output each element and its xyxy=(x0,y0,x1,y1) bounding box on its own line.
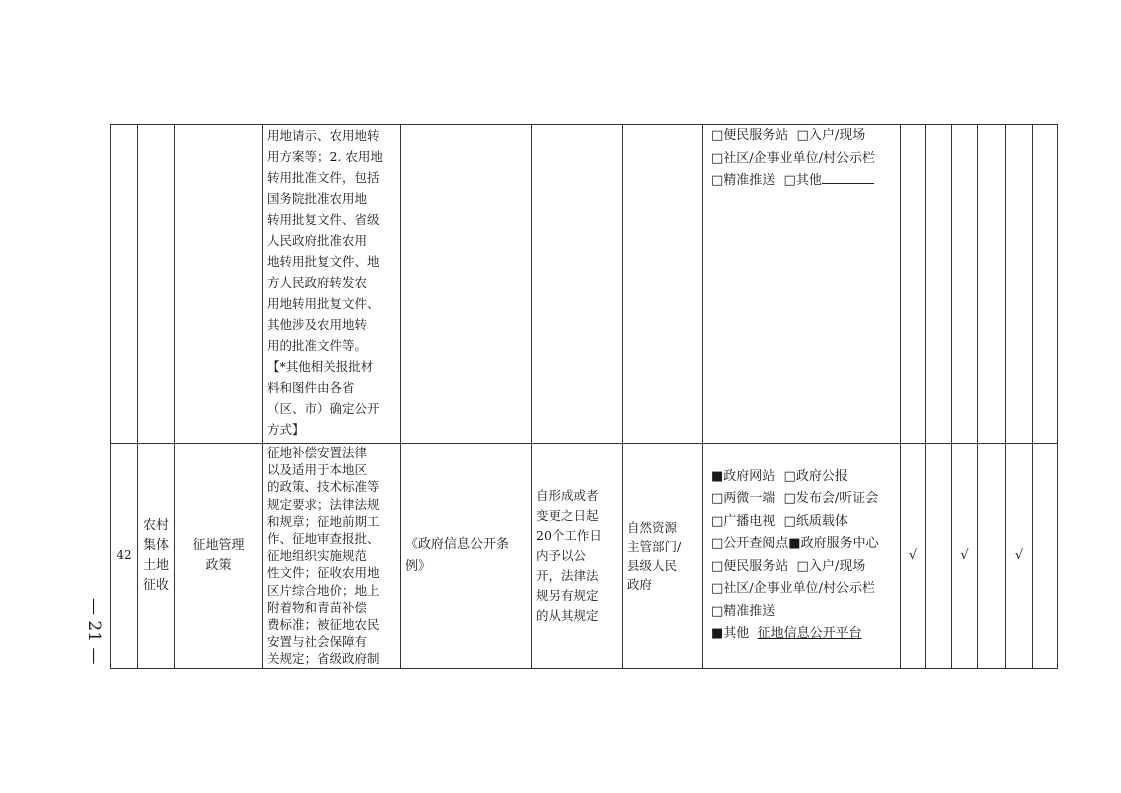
channel-option: □公开查阅点■政府服务中心 xyxy=(711,536,879,552)
row-number-cell: 42 xyxy=(111,444,138,669)
row-number-cell xyxy=(111,125,138,444)
channel-option: □两微一端 □发布会/听证会 xyxy=(711,491,879,507)
check-cell xyxy=(1006,444,1033,669)
content-cell: 征地补偿安置法律 以及适用于本地区 的政策、技术标准等 规定要求；法律法规 和规章；征地前期工 作、征地审查报批、 征地组织实施规范 性文件；征收农用地 区片综合地价；地上 附着物和青苗补偿 费标准；被征地农民 安置与社会保障有 关规定；省级政府制 xyxy=(263,444,401,669)
check-cell xyxy=(978,444,1006,669)
channel-option: □广播电视 □纸质载体 xyxy=(711,513,848,529)
check-cell xyxy=(1033,125,1058,444)
subject-cell xyxy=(623,125,703,444)
channels-cell xyxy=(703,444,901,669)
category-cell: 农村 集体 土地 征收 xyxy=(138,444,175,669)
channel-option: □便民服务站 □入户/现场 xyxy=(711,128,866,143)
time-limit-cell xyxy=(532,125,623,444)
check-mark: √ xyxy=(908,548,918,564)
check-cell xyxy=(926,125,952,444)
item-cell: 征地管理 政策 xyxy=(175,444,263,669)
check-cell xyxy=(1033,444,1058,669)
basis-cell xyxy=(401,125,532,444)
channel-option: □社区/企事业单位/村公示栏 xyxy=(711,150,876,166)
check-cell xyxy=(952,125,978,444)
check-cell xyxy=(901,125,926,444)
blank-line xyxy=(822,170,874,184)
channel-option: □便民服务站 □入户/现场 xyxy=(711,558,866,574)
check-cell xyxy=(1006,125,1033,444)
other-platform-text: 征地信息公开平台 xyxy=(757,626,862,642)
check-cell xyxy=(926,444,952,669)
check-mark: √ xyxy=(1014,548,1024,564)
channels-cell xyxy=(703,125,901,444)
subject-cell: 自然资源 主管部门/ 县级人民 政府 xyxy=(623,444,703,669)
channel-option: ■政府网站 □政府公报 xyxy=(711,468,848,484)
table-row xyxy=(111,125,1058,444)
check-cell xyxy=(978,125,1006,444)
channel-option: □精准推送 □其他 xyxy=(711,170,896,193)
category-cell xyxy=(138,125,175,444)
item-cell xyxy=(175,125,263,444)
time-limit-cell: 自形成或者 变更之日起 20个工作日 内予以公 开，法律法 规另有规定 的从其规定 xyxy=(532,444,623,669)
page-number: — 21 — xyxy=(84,598,104,665)
channel-option: □精准推送 xyxy=(711,603,776,619)
check-cell xyxy=(901,444,926,669)
basis-cell: 《政府信息公开条 例》 xyxy=(401,444,532,669)
table-row xyxy=(111,444,1058,669)
channel-option: ■其他 征地信息公开平台 xyxy=(711,626,862,642)
check-cell xyxy=(952,444,978,669)
disclosure-table xyxy=(110,124,1058,669)
check-mark: √ xyxy=(960,548,969,564)
content-cell: 用地请示、农用地转 用方案等；2. 农用地 转用批准文件，包括 国务院批准农用地 转用批复文件、省级 人民政府批准农用 地转用批复文件、地 方人民政府转发农 用地转用批复文件、 其他涉及农用地转 用的批准文件等。 【*其他相关报批材 料和图件由各省 （区、市）确定公开 方式】 xyxy=(263,125,401,444)
channel-option: □社区/企事业单位/村公示栏 xyxy=(711,581,876,597)
